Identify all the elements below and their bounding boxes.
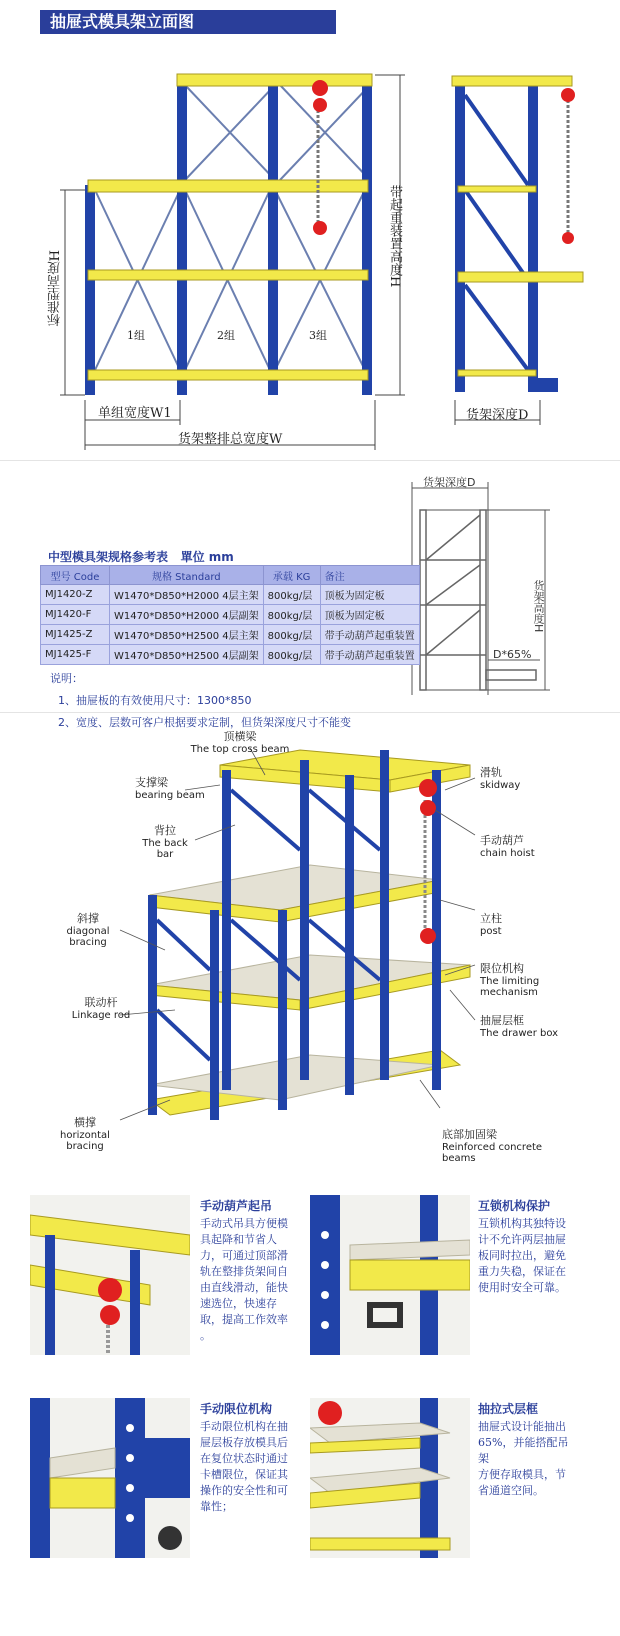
rack-3d-illustration	[0, 730, 620, 1170]
total-width-label: 货架整排总宽度W	[178, 432, 283, 447]
label-en: Linkage rod	[71, 1010, 131, 1021]
feature-line: 由直线滑动，能快	[200, 1281, 288, 1294]
label-en: diagonal bracing	[66, 926, 110, 948]
feature-line: 重力失稳，保证在	[478, 1265, 566, 1278]
label-chain-hoist	[480, 832, 535, 859]
feature-drawer-frame	[478, 1400, 578, 1499]
cell-code: MJ1420-F	[41, 605, 110, 625]
feature-line: 省通道空间。	[478, 1484, 544, 1497]
label-cn: 支撑梁	[135, 776, 168, 789]
feature-line: 手动限位机构在抽	[200, 1420, 288, 1433]
label-post	[480, 910, 502, 937]
cell-standard: W1470*D850*H2500 4层主架	[110, 625, 264, 645]
label-cn: 手动葫芦	[480, 834, 524, 847]
feature-limiter	[200, 1400, 300, 1515]
label-en: post	[480, 926, 502, 937]
feature-title: 抽拉式层框	[478, 1402, 539, 1416]
feature-line: 抽屉式设计能抽出	[478, 1420, 566, 1433]
group-1-label: 1组	[127, 329, 145, 342]
feature-line: 取，提高工作效率	[200, 1313, 288, 1326]
group-3-label: 3组	[309, 329, 327, 342]
feature-line: 速选位，快速存	[200, 1297, 277, 1310]
page-title: 抽屉式模具架立面图	[40, 10, 336, 34]
label-en: skidway	[480, 780, 521, 791]
label-cn: 背拉	[154, 824, 176, 837]
std-height-label: 标准型高度H	[48, 250, 63, 327]
header-code: 型号 Code	[41, 566, 110, 585]
feature-body	[200, 1419, 300, 1515]
label-en: The back bar	[142, 838, 188, 860]
header-remarks: 备注	[320, 566, 419, 585]
label-cn: 顶横梁	[223, 730, 257, 743]
label-cn: 滑轨	[480, 766, 502, 779]
side-height-label: 货架高度H	[532, 580, 545, 633]
feature-line: 互锁机构其独特设	[478, 1217, 566, 1230]
feature-photo-interlock	[310, 1195, 470, 1355]
label-en: horizontal bracing	[60, 1130, 110, 1152]
cell-standard: W1470*D850*H2000 4层副架	[110, 605, 264, 625]
feature-line: 65%，并能搭配吊架	[478, 1436, 569, 1465]
feature-title: 互锁机构保护	[478, 1199, 551, 1213]
label-top-cross-beam	[180, 728, 300, 755]
note-item-1: 1、抽屉板的有效使用尺寸：1300*850	[58, 694, 252, 707]
feature-photo-limiter	[30, 1398, 190, 1558]
side-depth-label: 货架深度D	[423, 476, 476, 489]
label-diagonal-bracing	[48, 910, 128, 948]
label-en: chain hoist	[480, 848, 535, 859]
label-cn: 联动杆	[84, 996, 118, 1009]
feature-photo-hoist	[30, 1195, 190, 1355]
label-en: The top cross beam	[190, 744, 290, 755]
feature-line: 。	[200, 1329, 211, 1342]
cell-load: 800kg/层	[263, 625, 320, 645]
label-en: mechanism	[480, 987, 538, 998]
label-skidway	[480, 764, 520, 791]
table-row	[41, 585, 420, 605]
label-en: Reinforced concrete	[442, 1142, 543, 1153]
feature-body	[478, 1216, 578, 1296]
table-row	[41, 645, 420, 665]
depth-label: 货架深度D	[466, 408, 529, 423]
hoist-height-label: 带起重装置高度H	[387, 185, 402, 288]
spec-table-title	[48, 548, 234, 565]
spec-table-unit: 單位 mm	[180, 550, 234, 564]
note-item-2: 2、宽度、层数可客户根据要求定制，但货架深度尺寸不能变	[58, 716, 351, 729]
cell-standard: W1470*D850*H2000 4层主架	[110, 585, 264, 605]
label-bearing-beam	[135, 774, 205, 801]
feature-line: 轨在整排货架间自	[200, 1265, 288, 1278]
label-horizontal-bracing	[40, 1114, 130, 1152]
cell-standard: W1470*D850*H2500 4层副架	[110, 645, 264, 665]
feature-body	[478, 1419, 578, 1499]
label-reinforced-beams	[442, 1126, 542, 1164]
feature-title: 手动葫芦起吊	[200, 1199, 273, 1213]
cell-remarks: 顶板为固定板	[320, 585, 419, 605]
cell-load: 800kg/层	[263, 645, 320, 665]
feature-line: 手动式吊具方便模	[200, 1217, 288, 1230]
label-cn: 限位机构	[480, 962, 524, 975]
feature-line: 靠性；	[200, 1500, 233, 1513]
notes-heading: 说明：	[50, 672, 83, 685]
label-cn: 抽屉层框	[480, 1014, 524, 1027]
spec-table	[40, 565, 420, 665]
feature-line: 屉层板存放模具后	[200, 1436, 288, 1449]
table-header-row	[41, 566, 420, 585]
header-load: 承载 KG	[263, 566, 320, 585]
label-en: The drawer box	[480, 1028, 559, 1039]
spec-table-title-text: 中型模具架规格参考表	[48, 550, 169, 564]
table-row	[41, 605, 420, 625]
header-standard: 规格 Standard	[110, 566, 264, 585]
unit-width-label: 单组宽度W1	[98, 406, 172, 421]
feature-line: 力，可通过顶部滑	[200, 1249, 288, 1262]
cell-load: 800kg/层	[263, 605, 320, 625]
feature-interlock	[478, 1197, 578, 1296]
label-linkage-rod	[66, 994, 136, 1021]
cell-code: MJ1420-Z	[41, 585, 110, 605]
feature-line: 卡槽限位，保证其	[200, 1468, 288, 1481]
feature-line: 操作的安全性和可	[200, 1484, 288, 1497]
cell-code: MJ1425-F	[41, 645, 110, 665]
feature-line: 具起降和节省人	[200, 1233, 277, 1246]
label-cn: 斜撑	[77, 912, 99, 925]
feature-line: 使用时安全可靠。	[478, 1281, 566, 1294]
notes	[40, 668, 351, 734]
cell-load: 800kg/层	[263, 585, 320, 605]
label-en: bearing beam	[135, 790, 205, 801]
front-elevation-drawing	[0, 0, 620, 460]
feature-photo-drawer	[310, 1398, 470, 1558]
cell-remarks: 带手动葫芦起重装置	[320, 625, 419, 645]
feature-title: 手动限位机构	[200, 1402, 273, 1416]
side-extension-label: D*65%	[493, 648, 532, 661]
label-cn: 横撑	[74, 1116, 96, 1129]
feature-line: 计不允许两层抽屉	[478, 1233, 566, 1246]
feature-hoist	[200, 1197, 300, 1344]
group-2-label: 2组	[217, 329, 235, 342]
feature-line: 方便存取模具，节	[478, 1468, 566, 1481]
table-row	[41, 625, 420, 645]
feature-body	[200, 1216, 300, 1344]
label-back-bar	[135, 822, 195, 860]
label-cn: 立柱	[480, 912, 502, 925]
cell-remarks: 顶板为固定板	[320, 605, 419, 625]
label-en: beams	[442, 1153, 476, 1164]
cell-code: MJ1425-Z	[41, 625, 110, 645]
cell-remarks: 带手动葫芦起重装置	[320, 645, 419, 665]
feature-line: 在复位状态时通过	[200, 1452, 288, 1465]
label-drawer-box	[480, 1012, 558, 1039]
label-cn: 底部加固梁	[442, 1128, 497, 1141]
label-limiting-mechanism	[480, 960, 539, 998]
label-en: The limiting	[480, 976, 540, 987]
feature-line: 板同时拉出，避免	[478, 1249, 566, 1262]
